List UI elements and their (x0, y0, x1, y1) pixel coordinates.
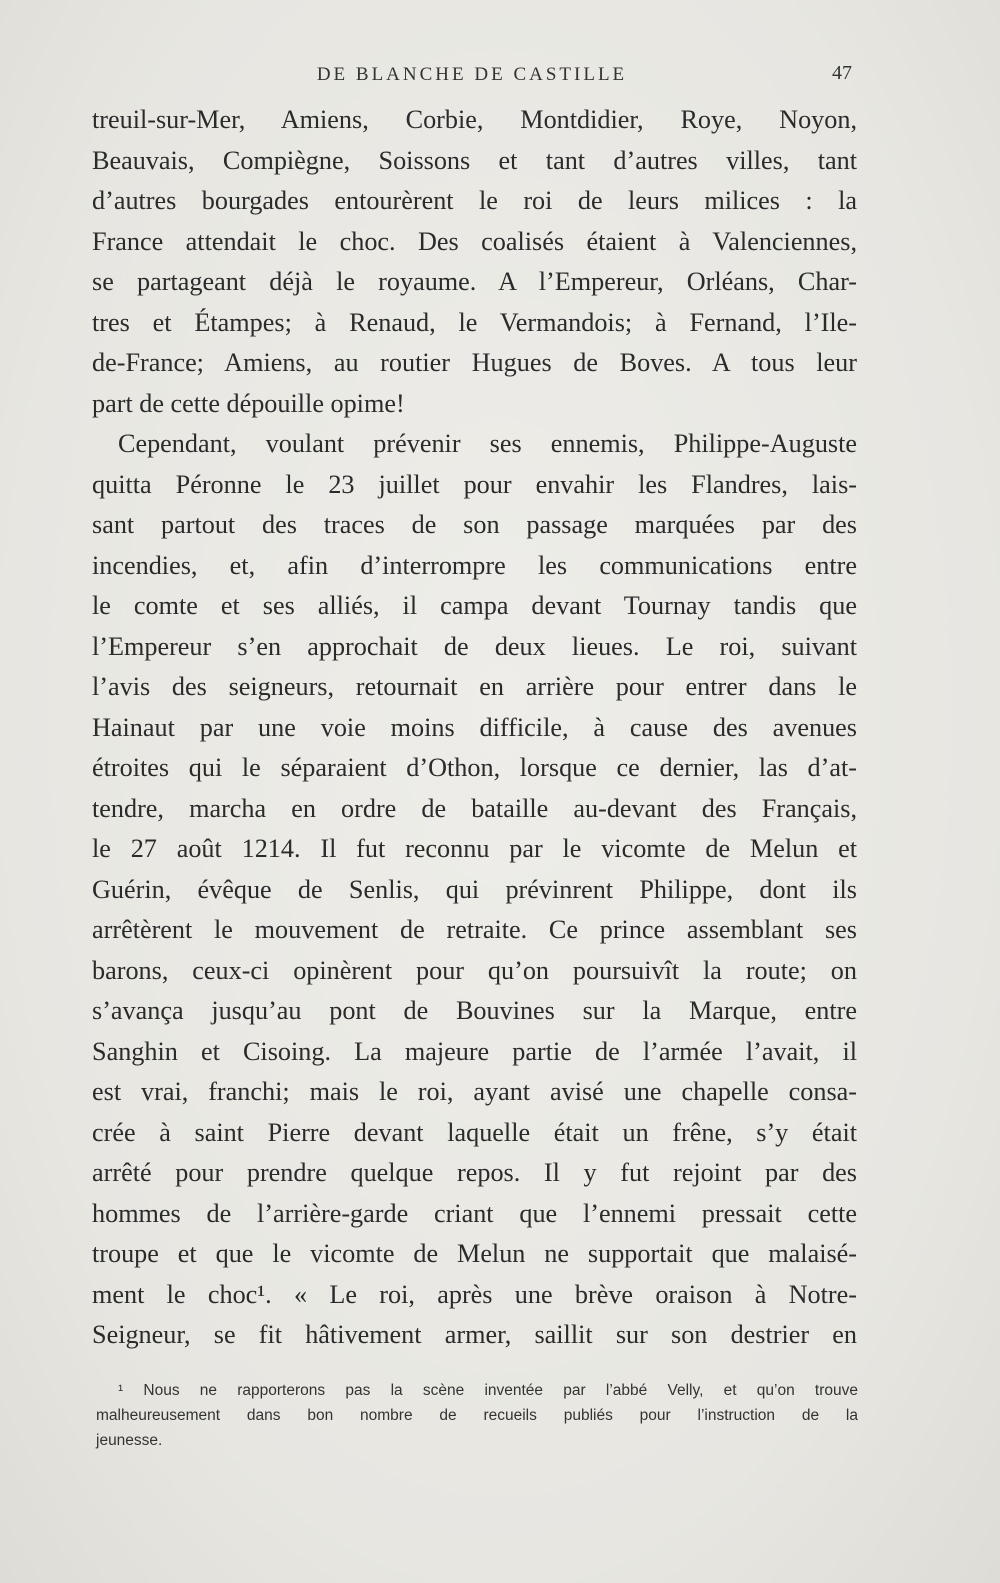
text-line: Seigneur, se fit hâtivement armer, saillit sur son destrier en (92, 1320, 857, 1349)
text-line: d’autres bourgades entourèrent le roi de leurs milices : la (92, 186, 857, 215)
text-line: Hainaut par une voie moins difficile, à cause des avenues (92, 712, 857, 742)
text-line: est vrai, franchi; mais le roi, ayant avisé une chapelle consa- (92, 1077, 857, 1106)
text-line: s’avança jusqu’au pont de Bouvines sur la Marque, entre (92, 996, 857, 1025)
text-line: quitta Péronne le 23 juillet pour envahir les Flandres, lais- (92, 469, 857, 499)
text-line: barons, ceux-ci opinèrent pour qu’on poursuivît la route; on (92, 955, 857, 985)
text-line: Cependant, voulant prévenir ses ennemis, Philippe-Auguste (118, 429, 857, 458)
text-line: tres et Étampes; à Renaud, le Vermandois; à Fernand, l’Ile- (92, 307, 857, 337)
text-line: hommes de l’arrière-garde criant que l’ennemi pressait cette (92, 1198, 857, 1228)
footnote-line: jeunesse. (96, 1432, 163, 1449)
body-text (92, 100, 857, 1356)
footnote-line: malheureusement dans bon nombre de recueils publiés pour l’instruction de la (96, 1407, 858, 1424)
text-line: le comte et ses alliés, il campa devant Tournay tandis que (92, 591, 857, 620)
text-line: l’avis des seigneurs, retournait en arrière pour entrer dans le (92, 672, 857, 701)
running-head (92, 60, 852, 90)
text-line: Beauvais, Compiègne, Soissons et tant d’autres villes, tant (92, 145, 857, 175)
text-line: arrêté pour prendre quelque repos. Il y fut rejoint par des (92, 1158, 857, 1187)
text-line: ment le choc¹. « Le roi, après une brève oraison à Notre- (92, 1279, 857, 1309)
text-line: crée à saint Pierre devant laquelle était un frêne, s’y était (92, 1117, 857, 1147)
text-line: de-France; Amiens, au routier Hugues de Boves. A tous leur (92, 348, 857, 377)
text-line: troupe et que le vicomte de Melun ne supportait que malaisé- (92, 1239, 857, 1268)
text-line: arrêtèrent le mouvement de retraite. Ce prince assemblant ses (92, 915, 857, 944)
text-line: incendies, et, afin d’interrompre les communications entre (92, 550, 857, 580)
footnote (96, 1378, 858, 1453)
text-line: se partageant déjà le royaume. A l’Empereur, Orléans, Char- (92, 267, 857, 296)
footnote-line: ¹ Nous ne rapporterons pas la scène inventée par l’abbé Velly, et qu’on trouve (118, 1382, 858, 1399)
text-line: treuil-sur-Mer, Amiens, Corbie, Montdidier, Roye, Noyon, (92, 105, 857, 134)
text-line: France attendait le choc. Des coalisés étaient à Valenciennes, (92, 226, 857, 256)
text-line: part de cette dépouille opime! (92, 388, 405, 418)
page-number: 47 (832, 62, 852, 84)
text-line: sant partout des traces de son passage marquées par des (92, 510, 857, 539)
text-line: l’Empereur s’en approchait de deux lieues. Le roi, suivant (92, 631, 857, 661)
text-line: tendre, marcha en ordre de bataille au-devant des Français, (92, 793, 857, 823)
text-line: Guérin, évêque de Senlis, qui prévinrent Philippe, dont ils (92, 874, 857, 904)
running-title: DE BLANCHE DE CASTILLE (316, 64, 628, 85)
text-line: Sanghin et Cisoing. La majeure partie de l’armée l’avait, il (92, 1036, 857, 1066)
text-line: le 27 août 1214. Il fut reconnu par le vicomte de Melun et (92, 834, 857, 863)
text-line: étroites qui le séparaient d’Othon, lorsque ce dernier, las d’at- (92, 753, 857, 782)
